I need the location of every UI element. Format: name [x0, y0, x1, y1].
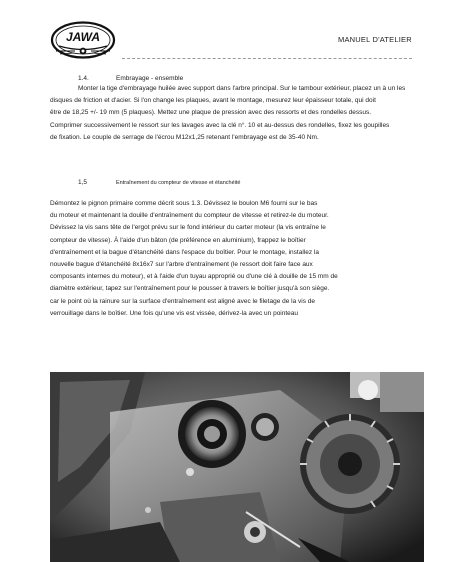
text-line: nouvelle bague d'étanchéité 8x16x7 sur l'arbre d'entraînement (le ressort doit faire face aux: [50, 261, 313, 269]
text-line: être de 18,25 +/- 19 mm (5 plaques). Mettez une plaque de pression avec des ressorts et des rondelles dessus.: [50, 109, 372, 117]
text-line: car le point où la rainure sur la surface d'entraînement est aligné avec le filetage de la vis de: [50, 297, 316, 305]
section-title: Entraînement du compteur de vitesse et étanchéité: [116, 180, 241, 186]
text-line: d'entraînement et la bague d'étanchéité dans l'espace du boîtier. Pour le montage, installez la: [50, 248, 319, 256]
text-line: diamètre extérieur, tapez sur l'entraînement pour le pousser à travers le boîtier jusqu'à son siège.: [50, 285, 330, 293]
section-number: 1.4.: [78, 75, 89, 82]
text-line: de fixation. Le couple de serrage de l'écrou M12x1,25 retenant l'embrayage est de 35-40 Nm.: [50, 133, 319, 141]
logo-wordmark: JAWA: [65, 30, 101, 44]
text-line: disques de friction et d'acier. Si l'on change les plaques, avant le montage, mesurez leur épaisseur totale, qui doit: [50, 97, 376, 105]
section-number: 1,5: [78, 179, 88, 186]
engine-photo: [50, 372, 424, 562]
text-line: Comprimer successivement le ressort sur les lavages avec la clé n°. 10 et au-dessus des rondelles, fixez les goupilles: [50, 121, 390, 129]
text-line: Dévissez la vis sans tête de l'ergot prévu sur le fond intérieur du carter moteur (la vis entraîne le: [50, 224, 326, 232]
text-line: verrouillage dans le boîtier. Une fois qu'une vis est vissée, dérivez-la avec un pointeau: [50, 309, 299, 317]
jawa-logo: [50, 20, 116, 64]
text-line: composants internes du moteur), et à l'aide d'un tuyau approprié ou d'une clé à douille de 15 mm de: [50, 273, 338, 281]
text-line: du moteur et maintenant la douille d'entraînement du compteur de vitesse et retirez-le du moteur.: [50, 212, 329, 220]
page-header-title: MANUEL D'ATELIER: [338, 35, 412, 44]
section-body: [50, 198, 338, 320]
text-line: compteur de vitesse). À l'aide d'un bâton (de préférence en aluminium), frappez le boîtier: [50, 236, 306, 244]
section-title: Embrayage - ensemble: [116, 75, 184, 82]
header-divider: [122, 58, 412, 59]
text-line: Démontez le pignon primaire comme décrit sous 1.3. Dévissez le boulon M6 fourni sur le bas: [50, 200, 318, 207]
text-line: Monter la tige d'embrayage huilée avec support dans l'arbre principal. Sur le tambour extérieur, placez un à un les: [78, 85, 406, 92]
section-body: [50, 83, 405, 144]
